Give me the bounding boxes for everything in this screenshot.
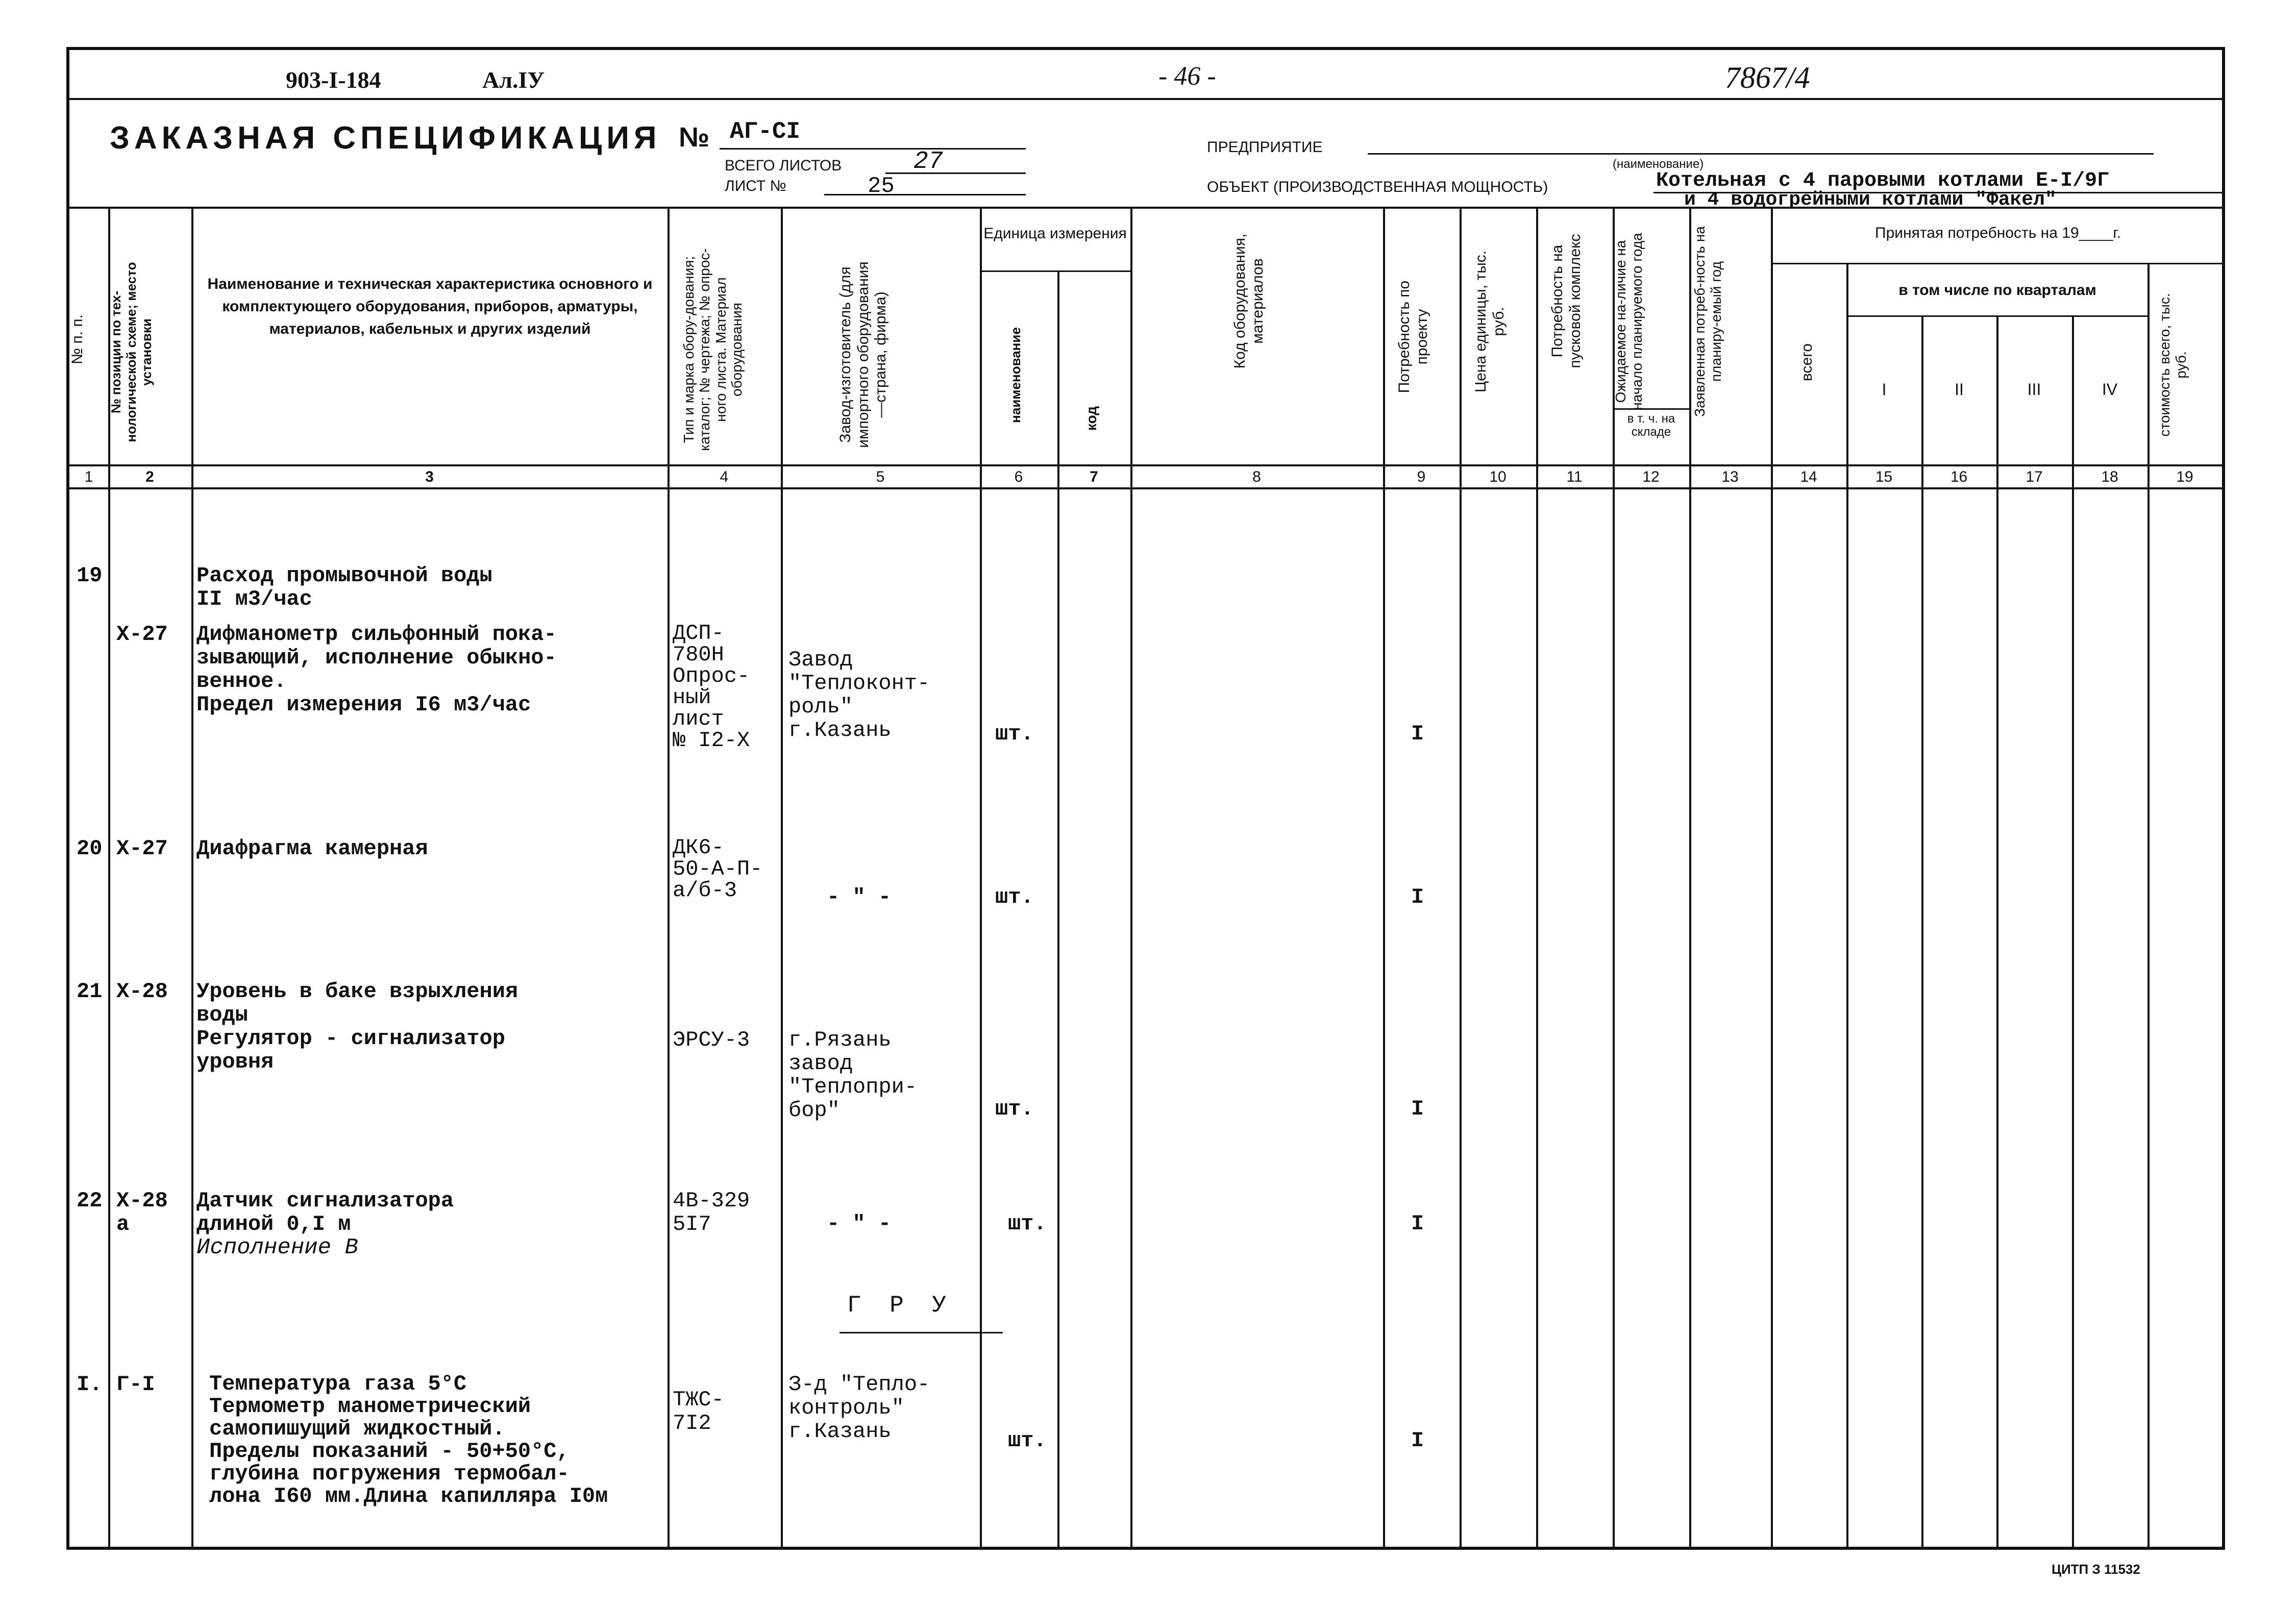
colnum-15: 15 [1875,468,1893,485]
unit-group-header: Единица измерения [983,225,1127,242]
colnum-9: 9 [1417,468,1426,485]
colnum-12: 12 [1642,468,1660,485]
col-line-13 [1771,207,1773,1549]
row-19b-name: Дифманометр сильфонный пока- зывающий, исполнение обыкно- венное. Предел измерения I6 м3/час [196,622,557,717]
project-code: 903-I-184 [286,67,381,93]
row-20-type: ДК6- 50-А-П- а/б-3 [673,835,763,903]
footer-stamp: ЦИТП З 11532 [2052,1562,2140,1577]
colnum-19: 19 [2176,468,2193,485]
row-20-position: Х-27 [116,836,168,861]
colnum-18: 18 [2101,468,2118,485]
sheet-value: 25 [868,174,895,199]
object-value-line1: Котельная с 4 паровыми котлами Е-I/9Г [1656,169,2110,192]
document-title: ЗАКАЗНАЯ СПЕЦИФИКАЦИЯ [110,120,661,156]
specification-sheet [66,47,2225,1550]
row-20-unit: шт. [995,885,1034,909]
col3-header: Наименование и техническая характеристика основного и комплектующего оборудования, приборов, арматуры, материалов, кабельных и других изделий [207,276,653,337]
col2-header: № позиции по тех-нологической схеме; место установки [108,262,154,442]
col-line-9 [1460,207,1462,1549]
col4-header: Тип и марка обору-дования; каталог; № чертежа; № опрос-ного листа. Материал оборудования [681,248,745,451]
colnum-13: 13 [1721,468,1739,485]
col-line-18 [2147,263,2150,1549]
row-g1-maker: З-д "Тепло- контроль" г.Казань [788,1372,930,1444]
colnum-17: 17 [2026,468,2043,485]
quarter2-header: II [1955,380,1964,399]
spec-number-underline [720,148,1026,150]
enterprise-label: ПРЕДПРИЯТИЕ [1207,139,1323,156]
col-line-12 [1689,207,1691,1549]
row-19b-qty: I [1411,722,1424,746]
row-22-maker: - " - [827,1211,892,1236]
total-sheets-underline [885,172,1026,174]
colnum-6: 6 [1014,468,1023,485]
sheet-label: ЛИСТ № [725,178,786,194]
col7-header: код [1083,406,1099,431]
quarter3-header: III [2027,380,2041,399]
enterprise-underline [1368,153,2154,155]
colnum-11: 11 [1566,468,1583,485]
album-number: Ал.IУ [482,67,545,93]
row-21-position: Х-28 [116,979,168,1004]
col11-header: Потребность на пусковой комплекс [1549,234,1584,368]
row-19b-position: Х-27 [116,622,168,647]
colnum-10: 10 [1489,468,1507,485]
row-20-name: Диафрагма камерная [196,836,428,861]
row-22-number: 22 [77,1189,103,1213]
row-19-name: Расход промывочной воды II м3/час [196,563,492,611]
col12-header: Ожидаемое на-личие на начало планируемого года [1613,233,1645,410]
row-21-name: Уровень в баке взрыхления воды Регулятор - сигнализатор уровня [196,979,519,1074]
col13-header: Заявленная потреб-ность на планиру-емый год [1692,226,1724,417]
top-strip-divider [69,98,2222,100]
col12-subheader: в т. ч. на складе [1627,412,1675,439]
col-line-17 [2072,315,2074,1549]
spec-number-value: АГ-СI [730,118,801,145]
col-line-7 [1130,207,1132,1549]
row-20-maker: - " - [827,885,892,909]
row-g1-qty: I [1411,1428,1424,1453]
col-line-6 [1057,270,1059,1549]
col19-header: стоимость всего, тыс. руб. [2157,293,2189,437]
col-line-5 [980,207,982,1549]
row-19b-unit: шт. [995,722,1034,746]
naming-note: (наименование) [1613,157,1704,171]
total-sheets-value: 27 [914,148,943,176]
row-22-type: 4В-329 5I7 [673,1189,750,1236]
row-g1-name: Температура газа 5°С Термометр манометрический самопишущий жидкостный. Пределы показаний - 50+50°С, глубина погружения термобал- лона I60 мм.Длина капилляра I0м [209,1372,608,1508]
quarters-group-header: в том числе по кварталам [1898,282,2096,299]
col-line-2 [191,207,193,1549]
row-g1-number: I. [77,1372,103,1397]
row-22-name-extra: Исполнение В [196,1235,358,1260]
colnum-2: 2 [145,468,154,485]
accepted-group-header: Принятая потребность на 19____г. [1875,225,2121,241]
object-value-line2: и 4 водогрейными котлами "Факел" [1684,189,2057,211]
inventory-number: 7867/4 [1725,61,1810,94]
row-21-unit: шт. [995,1097,1034,1121]
row-21-number: 21 [77,979,103,1004]
colnum-4: 4 [720,468,729,485]
colnum-5: 5 [876,468,885,485]
row-22-qty: I [1411,1211,1424,1236]
row-20-number: 20 [77,836,103,861]
col-line-10 [1536,207,1538,1549]
colnum-3: 3 [425,468,434,485]
colnum-8: 8 [1252,468,1261,485]
unit-group-divider [980,270,1130,272]
row-21-qty: I [1411,1097,1424,1121]
colnum-1: 1 [84,468,93,485]
col-line-15 [1921,315,1923,1549]
colnum-7: 7 [1090,468,1098,485]
object-underline [1653,192,2223,193]
quarter4-header: IV [2102,380,2118,399]
section-gru-underline [840,1332,1003,1333]
row-g1-type: ТЖС- 7I2 [673,1388,724,1435]
quarter1-header: I [1882,380,1887,399]
row-19b-type: ДСП- 780Н Опрос- ный лист № I2-Х [673,621,750,753]
row-22-unit: шт. [1008,1211,1047,1236]
col-line-3 [668,207,670,1549]
header-top-line [69,207,2222,209]
row-21-type: ЭРСУ-3 [673,1028,750,1052]
col-line-14 [1846,263,1848,1549]
colnum-16: 16 [1950,468,1968,485]
col1-header: № п. п. [69,314,86,365]
col14-header: всего [1798,343,1815,382]
row-g1-position: Г-I [116,1372,155,1397]
total-sheets-label: ВСЕГО ЛИСТОВ [725,157,842,174]
col5-header: Завод-изготовитель (для импортного оборудования —страна, фирма) [837,261,889,448]
spec-number-label: № [679,122,710,153]
accepted-group-divider [1771,263,2222,264]
col-line-8 [1383,207,1385,1549]
colnum-14: 14 [1800,468,1817,485]
row-19b-maker: Завод "Теплоконт- роль" г.Казань [788,648,930,742]
col-line-4 [781,207,783,1549]
col8-header: Код оборудования, материалов [1231,233,1266,369]
row-19-number: 19 [77,563,103,588]
page-number: - 46 - [1158,62,1216,91]
row-g1-unit: шт. [1008,1428,1047,1453]
column-numbers-bottom-line [69,487,2222,489]
row-20-qty: I [1411,885,1424,909]
row-22-name: Датчик сигнализатора длиной 0,I м [196,1189,454,1236]
sheet-underline [824,194,1026,195]
col10-header: Цена единицы, тыс. руб. [1472,250,1507,393]
row-21-maker: г.Рязань завод "Теплопри- бор" [788,1028,918,1123]
row-22-position: Х-28 а [116,1189,168,1236]
col6-header: наименование [1008,327,1023,423]
header-bottom-line [69,464,2222,466]
col9-header: Потребность по проекту [1396,280,1430,393]
col-line-16 [1996,315,1998,1549]
section-gru-heading: Г Р У [847,1292,954,1319]
object-label: ОБЪЕКТ (ПРОИЗВОДСТВЕННАЯ МОЩНОСТЬ) [1207,179,1548,195]
